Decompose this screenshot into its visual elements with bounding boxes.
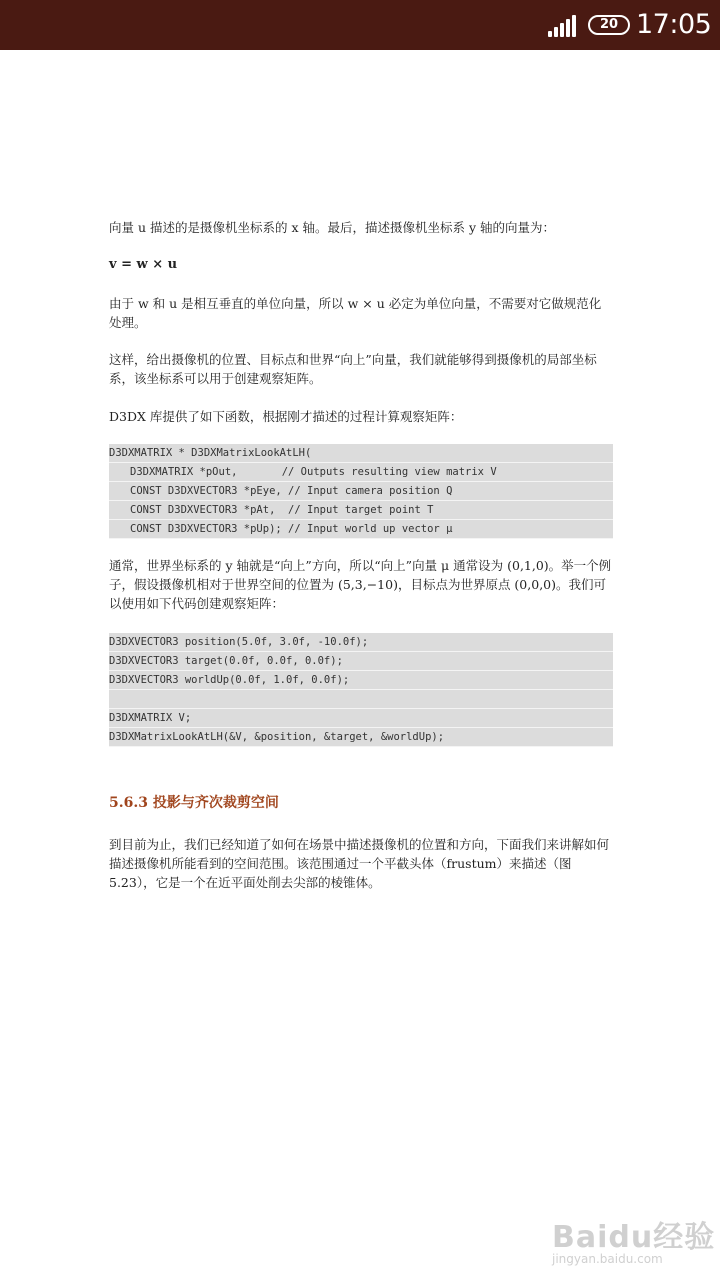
paragraph-5: 通常，世界坐标系的 y 轴就是“向上”方向，所以“向上”向量 μ 通常设为 (0,1,0)。举一个例子，假设摄像机相对于世界空间的位置为 (5,3,−10)，目标点为世界原点 (0,0,0)。我们可以使用如下代码创建观察矩阵：	[109, 558, 612, 611]
code-block-lookat-signature	[109, 444, 613, 539]
code-line: D3DXMATRIX * D3DXMatrixLookAtLH(	[109, 444, 613, 463]
code-line: D3DXMATRIX *pOut, // Outputs resulting view matrix V	[109, 463, 613, 482]
status-time: 17:05	[636, 9, 712, 40]
paragraph-6: 到目前为止，我们已经知道了如何在场景中描述摄像机的位置和方向，下面我们来讲解如何描述摄像机所能看到的空间范围。该范围通过一个平截头体（frustum）来描述（图 5.23），它是一个在近平面处削去尖部的棱锥体。	[109, 837, 610, 890]
signal-icon	[548, 15, 578, 37]
code-line: D3DXMatrixLookAtLH(&V, &position, &target, &worldUp);	[109, 728, 613, 747]
baidu-watermark	[552, 1212, 715, 1266]
paragraph-2: 由于 w 和 u 是相互垂直的单位向量，所以 w × u 必定为单位向量，不需要对它做规范化处理。	[109, 296, 602, 330]
code-line: D3DXVECTOR3 position(5.0f, 3.0f, -10.0f);	[109, 633, 613, 652]
code-line: D3DXVECTOR3 target(0.0f, 0.0f, 0.0f);	[109, 652, 613, 671]
paragraph-4: D3DX 库提供了如下函数，根据刚才描述的过程计算观察矩阵：	[109, 409, 463, 424]
formula: v = w × u	[109, 257, 178, 272]
paragraph-1: 向量 u 描述的是摄像机坐标系的 x 轴。最后，描述摄像机坐标系 y 轴的向量为：	[109, 220, 556, 235]
code-line: CONST D3DXVECTOR3 *pAt, // Input target point T	[109, 501, 613, 520]
code-line: D3DXVECTOR3 worldUp(0.0f, 1.0f, 0.0f);	[109, 671, 613, 690]
code-line	[109, 690, 613, 709]
section-heading: 5.6.3 投影与齐次裁剪空间	[109, 795, 279, 811]
watermark-brand: Baidu经验	[552, 1220, 716, 1255]
watermark-url: jingyan.baidu.com	[552, 1252, 663, 1266]
code-line: CONST D3DXVECTOR3 *pUp); // Input world up vector μ	[109, 520, 613, 539]
code-line: D3DXMATRIX V;	[109, 709, 613, 728]
status-bar	[0, 0, 720, 50]
code-block-example	[109, 633, 613, 747]
code-line: CONST D3DXVECTOR3 *pEye, // Input camera position Q	[109, 482, 613, 501]
battery-icon: 20	[588, 15, 630, 35]
paragraph-3: 这样，给出摄像机的位置、目标点和世界“向上”向量，我们就能够得到摄像机的局部坐标系，该坐标系可以用于创建观察矩阵。	[109, 352, 597, 386]
